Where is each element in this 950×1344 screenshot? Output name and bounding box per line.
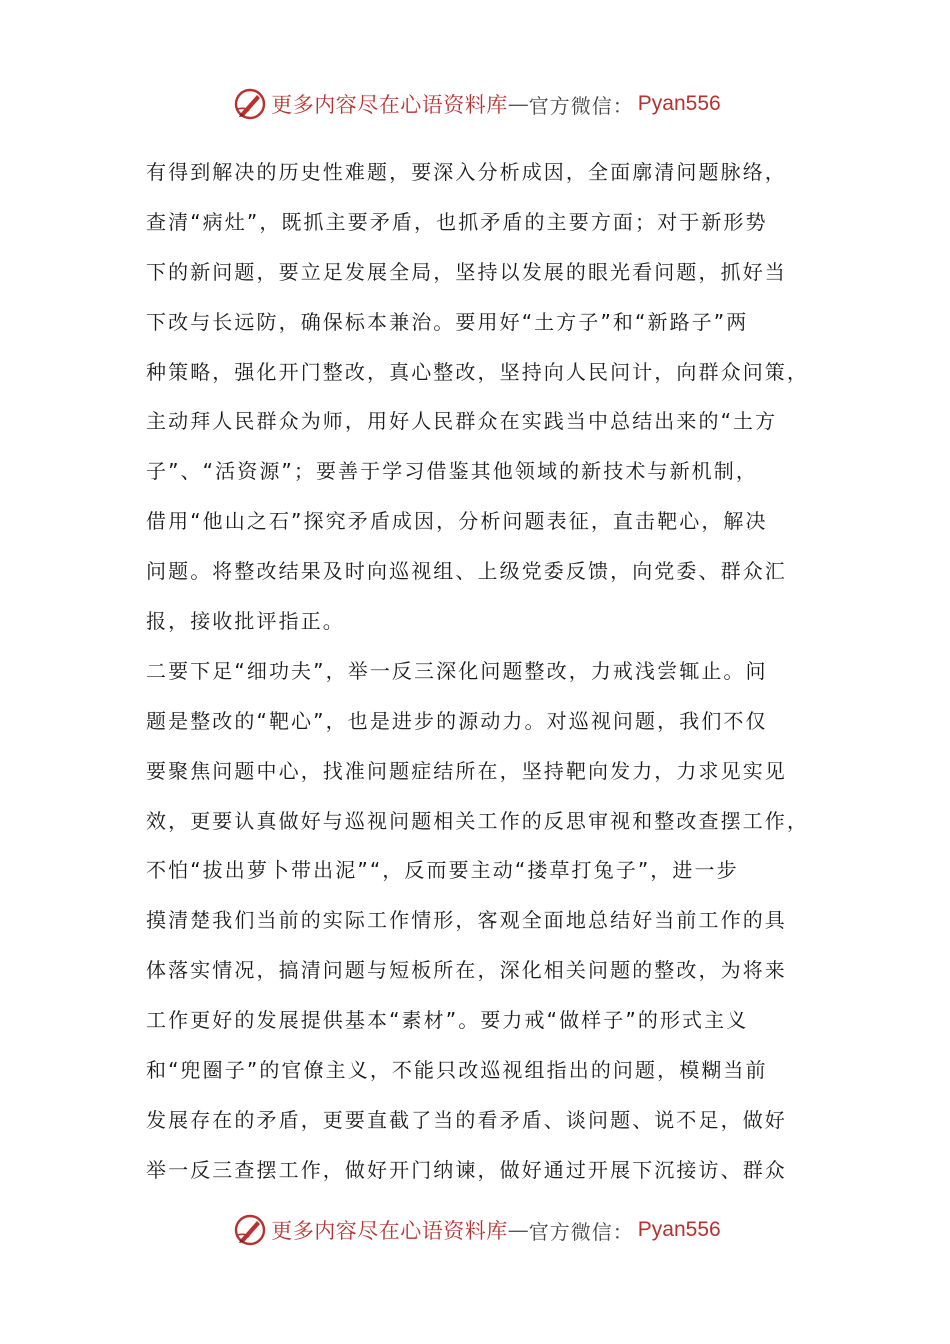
body-line: 题是整改的“靶心”，也是进步的源动力。对巡视问题，我们不仅 <box>146 708 768 733</box>
banner-main-text: 更多内容尽在心语资料库 <box>271 93 508 117</box>
body-line: 问题。将整改结果及时向巡视组、上级党委反馈，向党委、群众汇 <box>146 559 787 584</box>
banner-dash: — <box>507 92 529 116</box>
body-line: 不怕“拔出萝卜带出泥”“，反而要主动“搂草打兔子”，进一步 <box>146 858 739 883</box>
body-line: 举一反三查摆工作，做好开门纳谏，做好通过开展下沉接访、群众 <box>146 1157 787 1182</box>
body-line: 有得到解决的历史性难题，要深入分析成因，全面廓清问题脉络， <box>146 160 787 184</box>
banner-dash: — <box>507 1218 529 1242</box>
banner-label: 官方微信： <box>528 1219 634 1244</box>
body-line: 要聚焦问题中心，找准问题症结所在，坚持靶向发力，力求见实见 <box>146 758 787 783</box>
pen-logo-icon <box>233 1213 267 1247</box>
banner-main-text: 更多内容尽在心语资料库 <box>271 1219 508 1243</box>
banner-wechat-id: Pyan556 <box>637 1218 721 1241</box>
body-line: 主动拜人民群众为师，用好人民群众在实践当中总结出来的“土方 <box>146 409 778 434</box>
body-line: 下的新问题，要立足发展全局，坚持以发展的眼光看问题，抓好当 <box>146 259 787 284</box>
body-line: 子”、“活资源”；要善于学习借鉴其他领域的新技术与新机制， <box>146 459 758 484</box>
banner-label: 官方微信： <box>528 93 634 118</box>
body-line: 借用“他山之石”探究矛盾成因，分析问题表征，直击靶心，解决 <box>146 509 768 534</box>
document-body <box>146 148 816 1196</box>
footer-banner <box>0 1210 950 1250</box>
body-line: 效，更要认真做好与巡视问题相关工作的反思审视和整改查摆工作， <box>146 808 809 833</box>
body-line: 二要下足“细功夫”，举一反三深化问题整改，力戒浅尝辄止。问 <box>146 658 768 683</box>
body-line: 工作更好的发展提供基本“素材”。要力戒“做样子”的形式主义 <box>146 1008 749 1033</box>
body-line: 摸清楚我们当前的实际工作情形，客观全面地总结好当前工作的具 <box>146 908 787 933</box>
pen-logo-icon <box>233 87 267 121</box>
body-line: 下改与长远防，确保标本兼治。要用好“土方子”和“新路子”两 <box>146 309 749 334</box>
body-line: 种策略，强化开门整改，真心整改，坚持向人民问计，向群众问策， <box>146 359 809 384</box>
body-line: 查清“病灶”，既抓主要矛盾，也抓矛盾的主要方面；对于新形势 <box>146 209 768 234</box>
body-line: 和“兜圈子”的官僚主义，不能只改巡视组指出的问题，模糊当前 <box>146 1058 768 1083</box>
banner-wechat-id: Pyan556 <box>637 92 721 115</box>
body-line: 体落实情况，搞清问题与短板所在，深化相关问题的整改，为将来 <box>146 958 787 983</box>
body-line: 报，接收批评指正。 <box>146 609 345 634</box>
header-banner <box>0 84 950 124</box>
body-line: 发展存在的矛盾，更要直截了当的看矛盾、谈问题、说不足，做好 <box>146 1107 787 1132</box>
